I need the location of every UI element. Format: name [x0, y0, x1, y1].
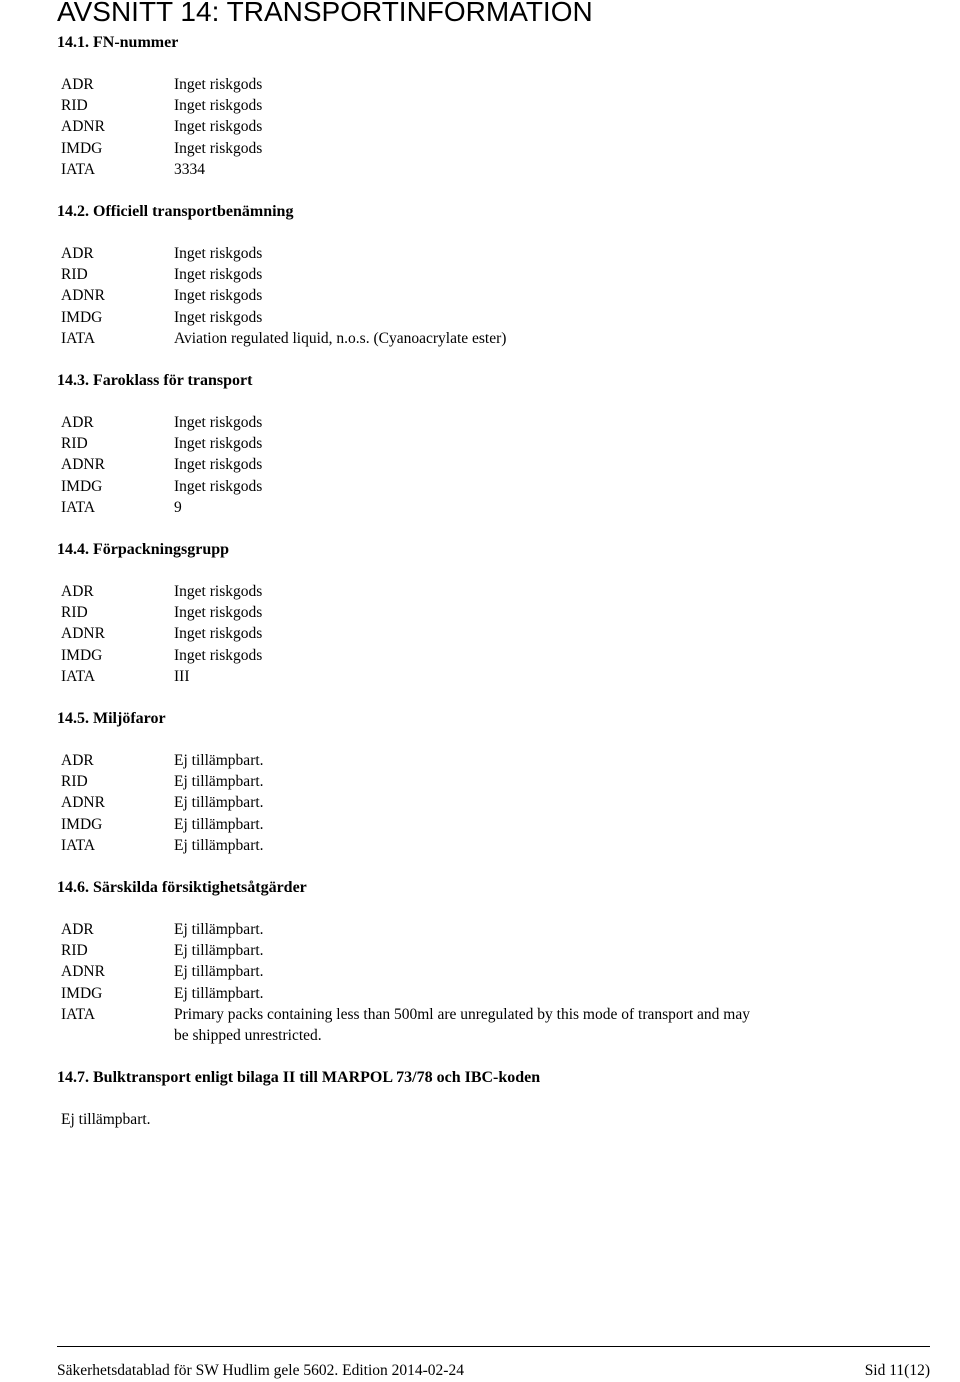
mode-row	[57, 116, 917, 137]
mode-label: ADNR	[61, 456, 105, 474]
mode-value: 9	[174, 498, 182, 516]
mode-row	[57, 243, 917, 264]
mode-value: Inget riskgods	[174, 583, 263, 601]
mode-row	[57, 983, 917, 1004]
mode-row	[57, 95, 917, 116]
mode-row	[57, 750, 917, 771]
mode-value: Inget riskgods	[174, 118, 263, 136]
section-heading: 14.2. Officiell transportbenämning	[57, 203, 294, 221]
mode-rows	[57, 74, 917, 180]
mode-row	[57, 961, 917, 982]
mode-label: RID	[61, 435, 88, 453]
mode-value: Inget riskgods	[174, 266, 263, 284]
section-heading: 14.6. Särskilda försiktighetsåtgärder	[57, 879, 307, 897]
mode-value: Inget riskgods	[174, 287, 263, 305]
mode-label: ADR	[61, 752, 94, 770]
mode-value: Ej tillämpbart.	[174, 773, 264, 791]
mode-value: Inget riskgods	[174, 414, 263, 432]
section-heading: 14.4. Förpackningsgrupp	[57, 541, 230, 559]
mode-row	[57, 602, 917, 623]
footer-divider	[57, 1346, 930, 1347]
mode-label: ADNR	[61, 794, 105, 812]
page-title: AVSNITT 14: TRANSPORTINFORMATION	[57, 0, 593, 27]
mode-value: Aviation regulated liquid, n.o.s. (Cyanoacrylate ester)	[174, 329, 507, 347]
mode-value: Ej tillämpbart.	[174, 815, 264, 833]
mode-value: Ej tillämpbart.	[174, 942, 264, 960]
mode-label: ADNR	[61, 625, 105, 643]
mode-value: III	[174, 667, 190, 685]
mode-label: IATA	[61, 498, 96, 516]
mode-row	[57, 454, 917, 475]
mode-value: Ej tillämpbart.	[174, 836, 264, 854]
mode-value: Primary packs containing less than 500ml are unregulated by this mode of transport and may be shipped unrestricted.	[174, 1005, 750, 1045]
mode-row	[57, 412, 917, 433]
section-un-number	[57, 32, 917, 180]
mode-row	[57, 264, 917, 285]
mode-value: Inget riskgods	[174, 97, 263, 115]
mode-label: IMDG	[61, 139, 103, 157]
mode-label: IMDG	[61, 815, 103, 833]
mode-label: IATA	[61, 836, 96, 854]
mode-value: Inget riskgods	[174, 604, 263, 622]
mode-label: ADR	[61, 583, 94, 601]
mode-row	[57, 645, 917, 666]
mode-value: Ej tillämpbart.	[174, 752, 264, 770]
mode-label: RID	[61, 604, 88, 622]
section-environmental-hazards	[57, 708, 917, 856]
mode-label: ADR	[61, 245, 94, 263]
section-bulk-transport	[57, 1067, 917, 1130]
mode-value: Inget riskgods	[174, 139, 263, 157]
section-heading: 14.3. Faroklass för transport	[57, 372, 253, 390]
footer-page-number: Sid 11(12)	[864, 1362, 930, 1379]
mode-rows	[57, 581, 917, 687]
mode-rows	[57, 243, 917, 349]
mode-row	[57, 497, 917, 518]
mode-label: IATA	[61, 160, 96, 178]
mode-value: Inget riskgods	[174, 625, 263, 643]
mode-row	[57, 581, 917, 602]
mode-label: IMDG	[61, 984, 103, 1002]
mode-label: ADR	[61, 414, 94, 432]
mode-rows	[57, 919, 917, 1046]
mode-row	[57, 328, 917, 349]
mode-row	[57, 666, 917, 687]
mode-row	[57, 623, 917, 644]
mode-label: IATA	[61, 329, 96, 347]
mode-value: Ej tillämpbart.	[174, 794, 264, 812]
mode-value: 3334	[174, 160, 205, 178]
mode-row	[57, 285, 917, 306]
mode-value: Inget riskgods	[174, 646, 263, 664]
mode-row	[57, 792, 917, 813]
section-heading: 14.1. FN-nummer	[57, 34, 179, 51]
section-packing-group	[57, 539, 917, 687]
mode-value: Ej tillämpbart.	[174, 984, 264, 1002]
mode-label: IMDG	[61, 308, 103, 326]
page-footer	[57, 1360, 930, 1382]
mode-label: IATA	[61, 667, 96, 685]
mode-label: RID	[61, 97, 88, 115]
mode-rows	[57, 750, 917, 856]
mode-row	[57, 74, 917, 95]
mode-label: IMDG	[61, 477, 103, 495]
mode-row	[57, 476, 917, 497]
mode-row	[57, 307, 917, 328]
mode-rows	[57, 412, 917, 518]
mode-row	[57, 771, 917, 792]
mode-label: RID	[61, 266, 88, 284]
transport-info-content	[57, 32, 917, 1131]
section-hazard-class	[57, 370, 917, 518]
mode-row	[57, 433, 917, 454]
mode-value: Inget riskgods	[174, 477, 263, 495]
mode-row	[57, 814, 917, 835]
mode-value: Inget riskgods	[174, 308, 263, 326]
bulk-transport-text: Ej tillämpbart.	[61, 1111, 151, 1129]
mode-label: RID	[61, 942, 88, 960]
mode-label: ADNR	[61, 963, 105, 981]
mode-label: ADR	[61, 921, 94, 939]
mode-label: ADNR	[61, 287, 105, 305]
mode-row	[57, 919, 917, 940]
mode-value: Ej tillämpbart.	[174, 921, 264, 939]
mode-row	[57, 138, 917, 159]
mode-value: Inget riskgods	[174, 435, 263, 453]
mode-label: IATA	[61, 1005, 96, 1023]
mode-value: Inget riskgods	[174, 456, 263, 474]
mode-label: RID	[61, 773, 88, 791]
section-heading: 14.5. Miljöfaror	[57, 710, 166, 728]
section-heading: 14.7. Bulktransport enligt bilaga II till MARPOL 73/78 och IBC-koden	[57, 1069, 541, 1087]
mode-row	[57, 835, 917, 856]
mode-value: Inget riskgods	[174, 245, 263, 263]
section-shipping-name	[57, 201, 917, 349]
mode-row	[57, 940, 917, 961]
mode-value: Inget riskgods	[174, 76, 263, 93]
mode-value: Ej tillämpbart.	[174, 963, 264, 981]
mode-row	[57, 159, 917, 180]
footer-document-info: Säkerhetsdatablad för SW Hudlim gele 5602. Edition 2014-02-24	[57, 1362, 464, 1379]
mode-label: ADNR	[61, 118, 105, 136]
mode-label: IMDG	[61, 646, 103, 664]
mode-label: ADR	[61, 76, 94, 93]
section-special-precautions	[57, 877, 917, 1046]
mode-row	[57, 1004, 917, 1046]
